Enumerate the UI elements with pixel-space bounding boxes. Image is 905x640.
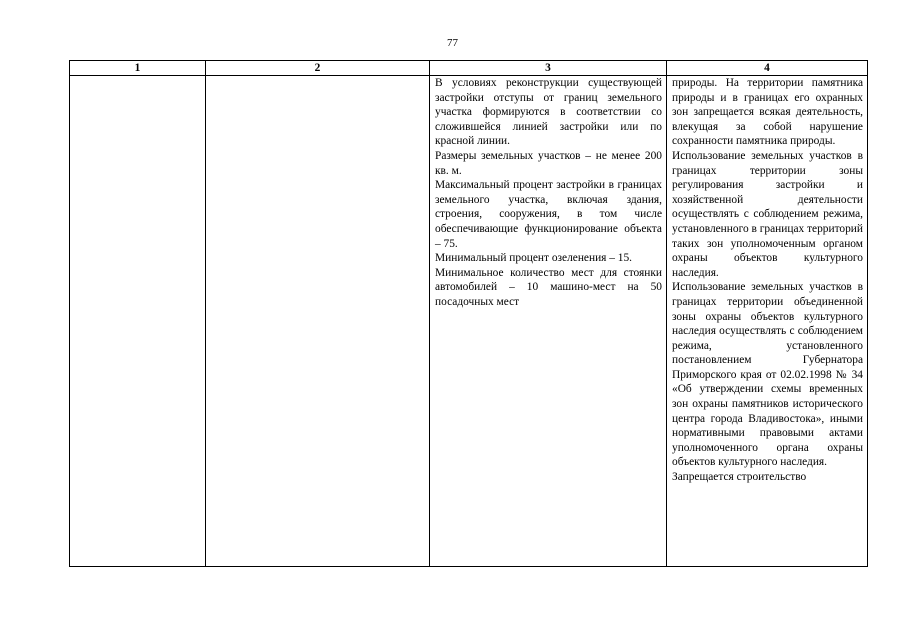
- paragraph-heritage-zone: Использование земельных участков в границах территории объединенной зоны охраны объектов культурного наследия осуществлять с соблюдением режима, установленного постановлением Губернатора Приморского края от 02.02.1998 № 34 «Об утверждении схемы временных зон охраны памятников исторического центра города Владивостока», иными нормативными правовыми актами уполномоченного органа охраны объектов культурного наследия.: [672, 281, 863, 469]
- paragraph-plot-size: Размеры земельных участков – не менее 200 кв. м.: [435, 149, 662, 177]
- column-header-4: 4: [667, 61, 868, 76]
- paragraph-max-coverage: Максимальный процент застройки в границах земельного участка, включая здания, строения, сооружения, в том числе обеспечивающие функционирование объекта – 75.: [435, 179, 662, 250]
- cell-col3: [430, 76, 667, 567]
- regulation-table: [69, 60, 868, 567]
- paragraph-prohibition: Запрещается строительство: [672, 471, 807, 484]
- paragraph-setbacks: В условиях реконструкции существующей застройки отступы от границ земельного участка формируются в соответствии со сложившейся линией застройки или по красной линии.: [435, 77, 662, 148]
- column-header-2: 2: [206, 61, 430, 76]
- paragraph-development-zone: Использование земельных участков в границах территории зоны регулирования застройки и хозяйственной деятельности осуществлять с соблюдением режима, установленного в границах территорий таких зон уполномоченным органом охраны объектов культурного наследия.: [672, 149, 863, 279]
- table-header-row: [70, 61, 868, 76]
- paragraph-nature-monument: природы. На территории памятника природы и в границах его охранных зон запрещается всякая деятельность, влекущая за собой нарушение сохранности памятника природы.: [672, 77, 863, 148]
- cell-col2: [206, 76, 430, 567]
- cell-col1: [70, 76, 206, 567]
- column-header-3: 3: [430, 61, 667, 76]
- page-number: 77: [447, 37, 458, 49]
- cell-col4: [667, 76, 868, 567]
- table-row: [70, 76, 868, 567]
- paragraph-min-greening: Минимальный процент озеленения – 15.: [435, 252, 633, 265]
- column-header-1: 1: [70, 61, 206, 76]
- paragraph-min-parking: Минимальное количество мест для стоянки автомобилей – 10 машино-мест на 50 посадочных мест: [435, 266, 662, 308]
